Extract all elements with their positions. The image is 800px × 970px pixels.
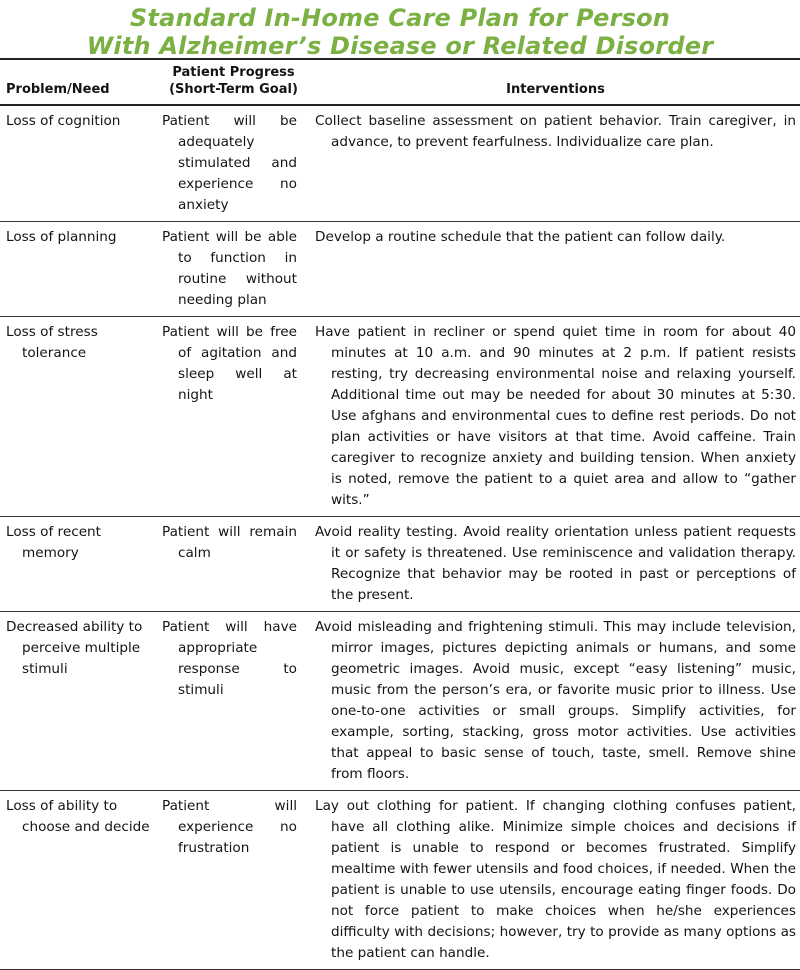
interventions-text: Collect baseline assessment on patient behavior. Train caregiver, in advance, to prevent fearfulness. Individualize care plan.	[315, 113, 796, 150]
problem-text: Loss of planning	[6, 229, 117, 245]
problem-cell	[0, 222, 156, 317]
goal-text: Patient will remain calm	[162, 524, 297, 561]
problem-text: Decreased ability to perceive multiple stimuli	[6, 619, 143, 677]
table-header-row	[0, 59, 800, 105]
title-line-1: Standard In-Home Care Plan for Person	[129, 4, 671, 32]
table-row	[0, 517, 800, 612]
goal-cell	[156, 517, 311, 612]
goal-text: Patient will experience no frustration	[162, 798, 297, 856]
interventions-cell	[311, 791, 800, 970]
table-row	[0, 105, 800, 222]
problem-text: Loss of ability to choose and decide	[6, 798, 150, 835]
interventions-text: Have patient in recliner or spend quiet time in room for about 40 minutes at 10 a.m. and 90 minutes at 2 p.m. If patient resists resting, try decreasing environmental noise and relaxing yourself. Additional time out may be needed for about 30 minutes at 5:30. Use afghans and environmental cues to define rest periods. Do not plan activities or have visitors at that time. Avoid caffeine. Train caregiver to recognize anxiety and building tension. When anxiety is noted, remove the patient to a quiet area and allow to “gather wits.”	[315, 324, 796, 508]
interventions-cell	[311, 612, 800, 791]
interventions-cell	[311, 517, 800, 612]
interventions-text: Lay out clothing for patient. If changing clothing confuses patient, have all clothing alike. Minimize simple choices and decisions if patient is unable to respond or becomes frustrated. Simplify mealtime with fewer utensils and food choices, if needed. When the patient is unable to use utensils, encourage eating finger foods. Do not force patient to make choices when he/she experiences difficulty with decisions; however, try to provide as many options as the patient can handle.	[315, 798, 796, 961]
table-row	[0, 222, 800, 317]
goal-text: Patient will have appropriate response to stimuli	[162, 619, 297, 698]
goal-cell	[156, 222, 311, 317]
header-progress-line-1: Patient Progress	[172, 65, 295, 80]
problem-cell	[0, 105, 156, 222]
goal-text: Patient will be free of agitation and sleep well at night	[162, 324, 297, 403]
table-row	[0, 791, 800, 970]
goal-cell	[156, 612, 311, 791]
problem-cell	[0, 517, 156, 612]
goal-cell	[156, 105, 311, 222]
interventions-cell	[311, 222, 800, 317]
header-patient-progress	[156, 59, 311, 105]
interventions-cell	[311, 105, 800, 222]
care-plan-table	[0, 58, 800, 970]
header-problem-need: Problem/Need	[0, 59, 156, 105]
table-row	[0, 612, 800, 791]
header-progress-line-2: (Short-Term Goal)	[169, 82, 298, 97]
title-line-2: With Alzheimer’s Disease or Related Disorder	[86, 32, 714, 60]
interventions-text: Avoid misleading and frightening stimuli. This may include television, mirror images, pictures depicting animals or humans, and some geometric images. Avoid music, except “easy listening” music, music from the person’s era, or favorite music prior to illness. Use one-to-one activities or small groups. Simplify activities, for example, sorting, stacking, gross motor activities. Use activities that appeal to basic sense of touch, taste, smell. Remove shine from floors.	[315, 619, 796, 782]
interventions-cell	[311, 317, 800, 517]
goal-cell	[156, 791, 311, 970]
problem-cell	[0, 791, 156, 970]
problem-text: Loss of stress tolerance	[6, 324, 98, 361]
header-interventions: Interventions	[311, 59, 800, 105]
goal-text: Patient will be adequately stimulated and experience no anxiety	[162, 113, 297, 213]
table-row	[0, 317, 800, 517]
problem-cell	[0, 317, 156, 517]
goal-cell	[156, 317, 311, 517]
problem-cell	[0, 612, 156, 791]
problem-text: Loss of cognition	[6, 113, 121, 129]
interventions-text: Avoid reality testing. Avoid reality orientation unless patient requests it or safety is threatened. Use reminiscence and validation therapy. Recognize that behavior may be rooted in past or perceptions of the present.	[315, 524, 796, 603]
goal-text: Patient will be able to function in routine without needing plan	[162, 229, 297, 308]
document-title	[0, 0, 800, 58]
problem-text: Loss of recent memory	[6, 524, 101, 561]
interventions-text: Develop a routine schedule that the patient can follow daily.	[315, 229, 726, 245]
